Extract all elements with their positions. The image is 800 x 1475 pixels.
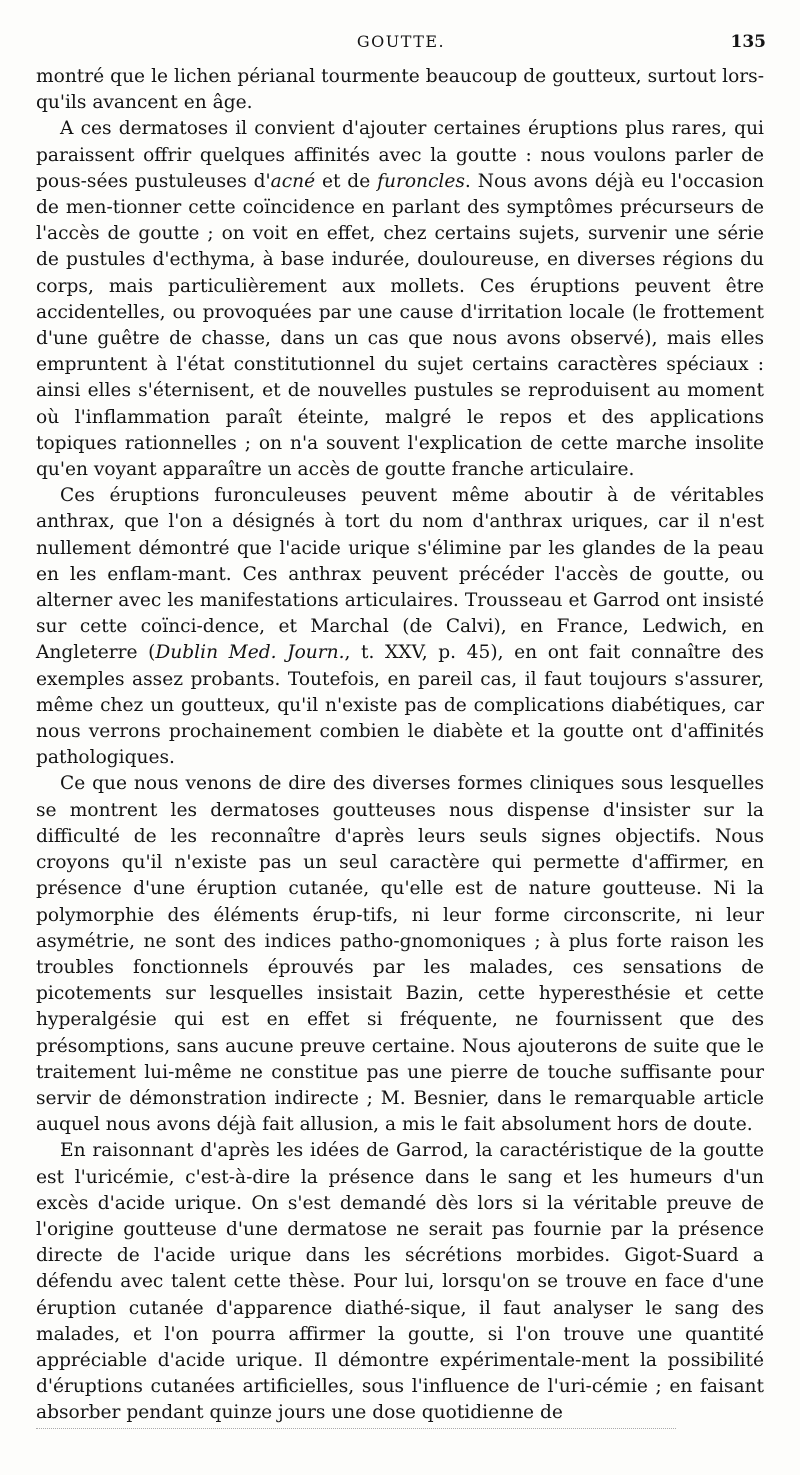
body-text: [36, 64, 764, 1427]
footer-rule: [36, 1428, 676, 1429]
paragraph: [36, 771, 764, 1138]
paragraph: [36, 1138, 764, 1426]
italic-text: Dublin Med. Journ.: [155, 642, 345, 664]
paragraph: [36, 64, 764, 116]
italic-text: furoncles: [377, 170, 465, 192]
text-run: Ce que nous venons de dire des diverses formes cliniques sous lesquelles se montrent les dermatoses goutteuses nous dispense d'insister sur la difficulté de les reconnaître d'après leurs seuls signes objectifs. Nous croyons qu'il n'existe pas un seul caractère qui permette d'affirmer, en présence d'une éruption cutanée, qu'elle est de nature goutteuse. Ni la polymorphie des éléments érup-tifs, ni leur forme circonscrite, ni leur asymétrie, ne sont des indices patho-gnomoniques ; à plus forte raison les troubles fonctionnels éprouvés par les malades, ces sensations de picotements sur lesquelles insistait Bazin, cette hyperesthésie et cette hyperalgésie qui est en effet si fréquente, ne fournissent que des présomptions, sans aucune preuve certaine. Nous ajouterons de suite que le traitement lui-même ne constitue pas une pierre de touche suffisante pour servir de démonstration indirecte ; M. Besnier, dans le remarquable article auquel nous avons déjà fait allusion, a mis le fait absolument hors de doute.: [36, 773, 764, 1136]
paragraph: [36, 483, 764, 771]
italic-text: acné: [270, 170, 316, 192]
text-run: Ces éruptions furonculeuses peuvent même aboutir à de véritables anthrax, que l'on a désignés à tort du nom d'anthrax uriques, car il n'est nullement démontré que l'acide urique s'élimine par les glandes de la peau en les enflam-mant. Ces anthrax peuvent précéder l'accès de goutte, ou alterner avec les manifestations articulaires. Trousseau et Garrod ont insisté sur cette coïnci-dence, et Marchal (de Calvi), en France, Ledwich, en Angleterre (: [36, 485, 764, 664]
paragraph: [36, 116, 764, 483]
text-run: , t. XXV, p. 45), en ont fait connaître des exemples assez probants. Toutefois, en pareil cas, il faut toujours s'assurer, même chez un goutteux, qu'il n'existe pas de complications diabétiques, car nous verrons prochainement combien le diabète et la goutte ont d'affinités pathologiques.: [36, 642, 764, 769]
page-header: [36, 32, 766, 56]
text-run: En raisonnant d'après les idées de Garrod, la caractéristique de la goutte est l'uricémie, c'est-à-dire la présence dans le sang et les humeurs d'un excès d'acide urique. On s'est demandé dès lors si la véritable preuve de l'origine goutteuse d'une dermatose ne serait pas fournie par la présence directe de l'acide urique dans les sécrétions morbides. Gigot-Suard a défendu avec talent cette thèse. Pour lui, lorsqu'on se trouve en face d'une éruption cutanée d'apparence diathé-sique, il faut analyser le sang des malades, et l'on pourra affirmer la goutte, si l'on trouve une quantité appréciable d'acide urique. Il démontre expérimentale-ment la possibilité d'éruptions cutanées artificielles, sous l'influence de l'uri-cémie ; en faisant absorber pendant quinze jours une dose quotidienne de: [36, 1140, 764, 1424]
text-run: montré que le lichen périanal tourmente beaucoup de goutteux, surtout lors-qu'ils avancent en âge.: [36, 66, 764, 114]
page-number: 135: [730, 32, 766, 52]
text-run: . Nous avons déjà eu l'occasion de men-tionner cette coïncidence en parlant des symptômes précurseurs de l'accès de goutte ; on voit en effet, chez certains sujets, survenir une série de pustules d'ecthyma, à base indurée, douloureuse, en diverses régions du corps, mais particulièrement aux mollets. Ces éruptions peuvent être accidentelles, ou provoquées par une cause d'irritation locale (le frottement d'une guêtre de chasse, dans un cas que nous avons observé), mais elles empruntent à l'état constitutionnel du sujet certains caractères spéciaux : ainsi elles s'éternisent, et de nouvelles pustules se reproduisent au moment où l'inflammation paraît éteinte, malgré le repos et des applications topiques rationnelles ; on n'a souvent l'explication de cette marche insolite qu'en voyant apparaître un accès de goutte franche articulaire.: [36, 170, 764, 481]
running-title: GOUTTE.: [356, 32, 446, 51]
text-run: et de: [315, 170, 378, 192]
text-run: A ces dermatoses il convient d'ajouter certaines éruptions plus rares, qui paraissent offrir quelques affinités avec la goutte : nous voulons parler de pous-sées pustuleuses d': [36, 118, 764, 192]
